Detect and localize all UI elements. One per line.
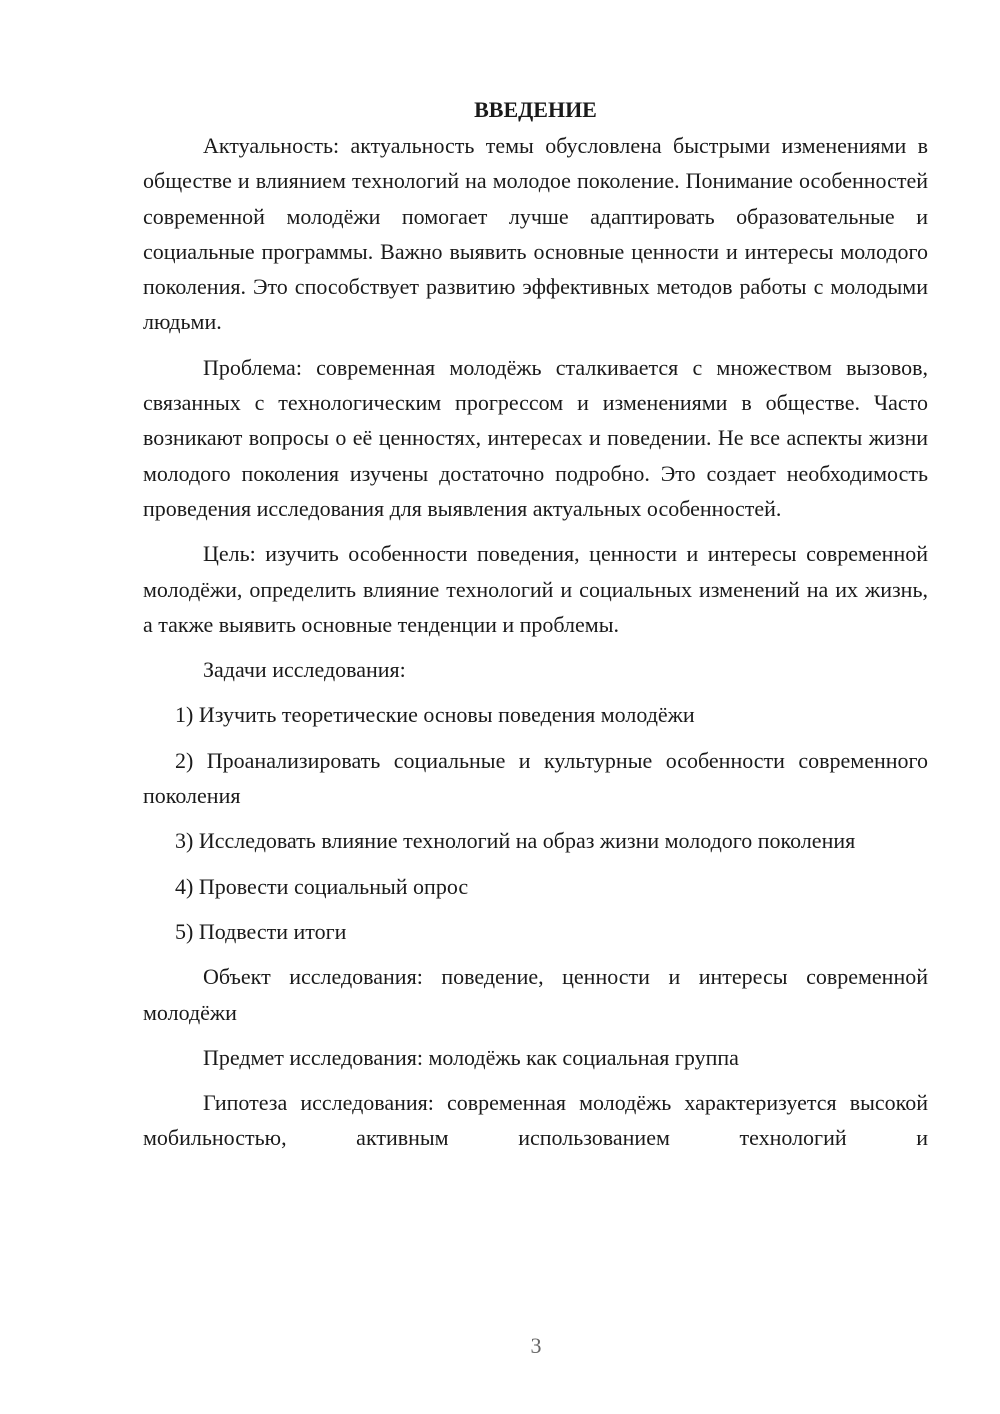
task-item-4: 4) Провести социальный опрос	[175, 873, 469, 899]
task-item-2: 2) Проанализировать социальные и культурные особенности современного поколения	[143, 747, 928, 809]
task-item-5: 5) Подвести итоги	[175, 918, 347, 944]
research-subject-paragraph: Предмет исследования: молодёжь как социальная группа	[203, 1044, 739, 1070]
section-title: ВВЕДЕНИЕ	[474, 97, 597, 122]
page-number: 3	[530, 1333, 542, 1358]
task-item-3: 3) Исследовать влияние технологий на образ жизни молодого поколения	[175, 828, 856, 854]
tasks-heading: Задачи исследования:	[203, 657, 406, 683]
task-item-1: 1) Изучить теоретические основы поведения молодёжи	[175, 702, 695, 728]
relevance-paragraph: Актуальность: актуальность темы обусловлена быстрыми изменениями в обществе и влиянием технологий на молодое поколение. Понимание особенностей современной молодёжи помогает лучше адаптировать образовательные и социальные программы. Важно выявить основные ценности и интересы молодого поколения. Это способствует развитию эффективных методов работы с молодыми людьми.	[143, 133, 928, 335]
problem-paragraph: Проблема: современная молодёжь сталкивается с множеством вызовов, связанных с технологическим прогрессом и изменениями в обществе. Часто возникают вопросы о её ценностях, интересах и поведении. Не все аспекты жизни молодого поколения изучены достаточно подробно. Это создает необходимость проведения исследования для выявления актуальных особенностей.	[143, 354, 928, 521]
document-page	[143, 92, 928, 1166]
goal-paragraph: Цель: изучить особенности поведения, ценности и интересы современной молодёжи, определить влияние технологий и социальных изменений на их жизнь, а также выявить основные тенденции и проблемы.	[143, 541, 928, 637]
hypothesis-paragraph: Гипотеза исследования: современная молодёжь характеризуется высокой мобильностью, активным использованием технологий и	[143, 1090, 928, 1151]
research-object-paragraph: Объект исследования: поведение, ценности и интересы современной молодёжи	[143, 964, 928, 1025]
